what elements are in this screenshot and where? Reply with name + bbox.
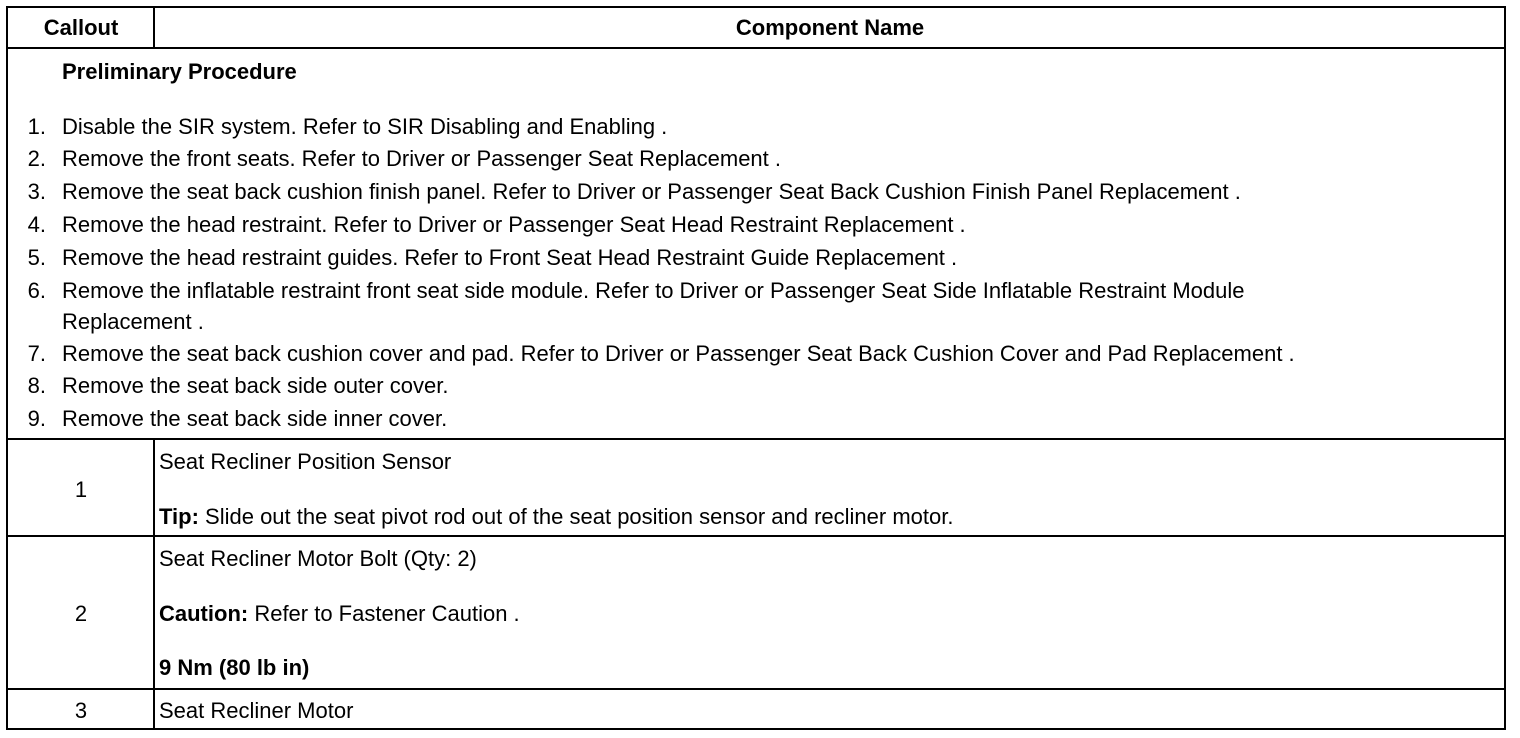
step-text: Remove the seat back cushion finish panel. Refer to Driver or Passenger Seat Back Cushion Finish Panel Replacement .	[62, 179, 1241, 204]
preliminary-procedure-title: Preliminary Procedure	[62, 59, 297, 84]
callout-number: 1	[74, 477, 88, 502]
tip-note	[159, 504, 953, 530]
step-text-continuation: Replacement .	[62, 309, 204, 334]
row-separator	[8, 688, 1504, 690]
preliminary-separator	[8, 438, 1504, 440]
step-number: 4.	[27, 212, 46, 237]
callout-number: 2	[74, 601, 88, 626]
step-number: 8.	[27, 373, 46, 398]
tip-label: Tip:	[159, 504, 199, 529]
caution-text: Refer to Fastener Caution .	[248, 601, 520, 626]
step-number: 3.	[27, 179, 46, 204]
component-name: Seat Recliner Position Sensor	[159, 449, 452, 474]
row-separator	[8, 535, 1504, 537]
tip-text: Slide out the seat pivot rod out of the seat position sensor and recliner motor.	[198, 504, 954, 529]
step-number: 6.	[27, 278, 46, 303]
step-text: Remove the seat back side outer cover.	[62, 373, 449, 398]
step-text: Remove the head restraint. Refer to Driver or Passenger Seat Head Restraint Replacement .	[62, 212, 966, 237]
procedure-table	[6, 6, 1506, 730]
step-text: Disable the SIR system. Refer to SIR Disabling and Enabling .	[62, 114, 668, 139]
torque-spec: 9 Nm (80 lb in)	[159, 655, 310, 680]
step-text: Remove the head restraint guides. Refer to Front Seat Head Restraint Guide Replacement .	[62, 245, 958, 270]
header-separator	[8, 47, 1504, 49]
callout-column-header: Callout	[43, 15, 119, 40]
step-text: Remove the seat back cushion cover and pad. Refer to Driver or Passenger Seat Back Cushion Cover and Pad Replacement .	[62, 341, 1295, 366]
caution-note	[159, 601, 520, 627]
step-number: 2.	[27, 146, 46, 171]
callout-number: 3	[74, 698, 88, 723]
step-number: 9.	[27, 406, 46, 431]
step-text: Remove the front seats. Refer to Driver or Passenger Seat Replacement .	[62, 146, 781, 171]
component-name: Seat Recliner Motor Bolt (Qty: 2)	[159, 546, 477, 571]
step-number: 7.	[27, 341, 46, 366]
component-name: Seat Recliner Motor	[159, 698, 354, 723]
step-text: Remove the inflatable restraint front seat side module. Refer to Driver or Passenger Seat Side Inflatable Restraint Module	[62, 278, 1245, 303]
header-divider	[153, 8, 155, 48]
step-number: 5.	[27, 245, 46, 270]
caution-label: Caution:	[159, 601, 249, 626]
component-name-column-header: Component Name	[735, 15, 925, 40]
step-number: 1.	[27, 114, 46, 139]
step-text: Remove the seat back side inner cover.	[62, 406, 448, 431]
